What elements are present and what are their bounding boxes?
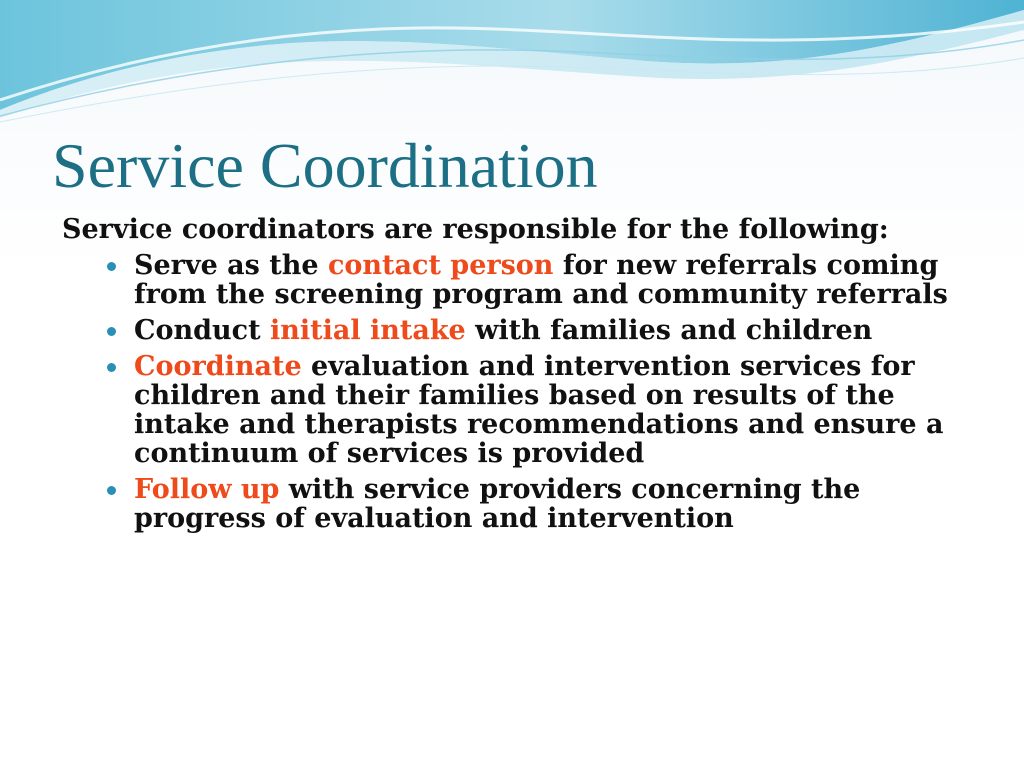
bullet-item	[134, 251, 952, 309]
slide-title: Service Coordination	[52, 130, 598, 201]
header-wave-decoration	[0, 0, 1024, 130]
bullet-dot-icon	[107, 486, 116, 495]
slide-body	[62, 215, 952, 540]
bullet-dot-icon	[107, 327, 116, 336]
bullet-item	[134, 352, 952, 468]
bullet-highlight: contact person	[327, 250, 554, 281]
bullet-item	[134, 475, 952, 533]
bullet-highlight: Coordinate	[134, 351, 302, 382]
bullet-highlight: initial intake	[269, 315, 466, 346]
bullet-text-before: Conduct	[134, 315, 270, 346]
bullet-text-after: for new referrals coming from the screening program and community referrals	[134, 250, 948, 310]
bullet-dot-icon	[107, 363, 116, 372]
bullet-text-after: evaluation and intervention services for children and their families based on results of the intake and therapists recommendations and ensure a continuum of services is provided	[134, 351, 944, 469]
bullet-text-before: Serve as the	[134, 250, 328, 281]
bullet-highlight: Follow up	[134, 474, 280, 505]
bullet-list	[62, 251, 952, 533]
bullet-dot-icon	[107, 262, 116, 271]
intro-text: Service coordinators are responsible for the following:	[62, 214, 889, 245]
bullet-item	[134, 316, 952, 345]
bullet-text-after: with families and children	[465, 315, 873, 346]
bullet-text-after: with service providers concerning the progress of evaluation and intervention	[134, 474, 861, 534]
